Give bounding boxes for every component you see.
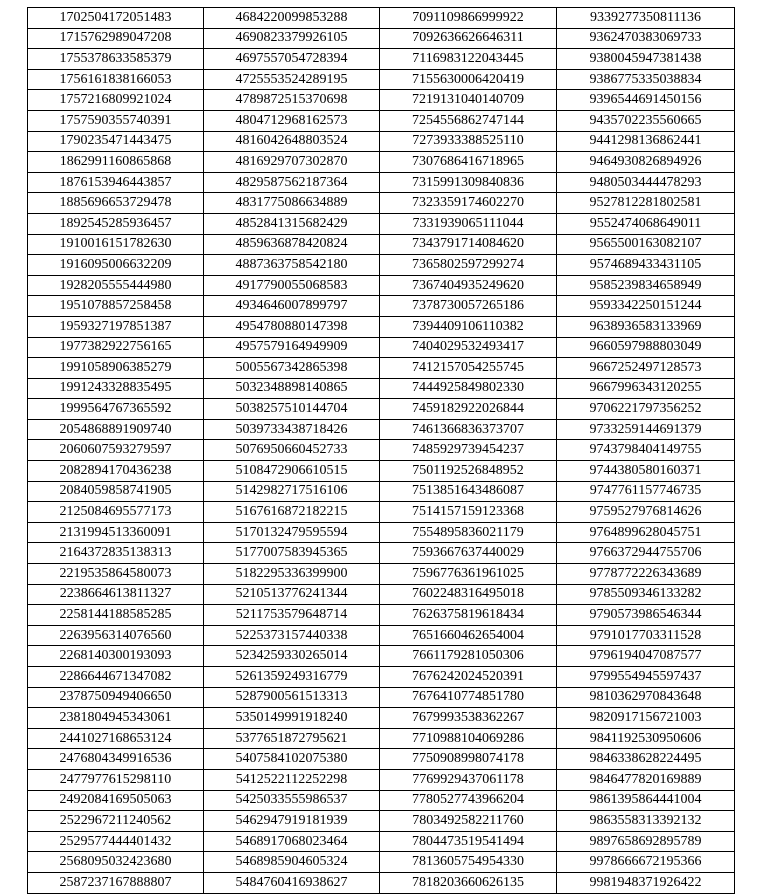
table-cell: 7315991309840836 — [380, 172, 557, 193]
table-cell: 2164372835138313 — [28, 543, 204, 564]
table-cell: 1951078857258458 — [28, 296, 204, 317]
table-cell: 7367404935249620 — [380, 275, 557, 296]
table-cell: 4697557054728394 — [204, 49, 380, 70]
table-cell: 7769929437061178 — [380, 769, 557, 790]
table-cell: 2441027168653124 — [28, 728, 204, 749]
table-cell: 2084059858741905 — [28, 481, 204, 502]
table-cell: 2219535864580073 — [28, 564, 204, 585]
table-cell: 9810362970843648 — [557, 687, 735, 708]
table-row — [28, 152, 735, 173]
table-cell: 9764899628045751 — [557, 522, 735, 543]
table-cell: 2286644671347082 — [28, 667, 204, 688]
table-cell: 5407584102075380 — [204, 749, 380, 770]
table-cell: 9574689433431105 — [557, 255, 735, 276]
table-cell: 5225373157440338 — [204, 625, 380, 646]
table-row — [28, 378, 735, 399]
table-cell: 9585239834658949 — [557, 275, 735, 296]
table-cell: 9863558313392132 — [557, 811, 735, 832]
table-row — [28, 131, 735, 152]
table-cell: 4859636878420824 — [204, 234, 380, 255]
table-cell: 9861395864441004 — [557, 790, 735, 811]
table-cell: 5425033555986537 — [204, 790, 380, 811]
table-cell: 4816929707302870 — [204, 152, 380, 173]
table-cell: 9791017703311528 — [557, 625, 735, 646]
table-cell: 9593342250151244 — [557, 296, 735, 317]
table-cell: 9552474068649011 — [557, 213, 735, 234]
table-cell: 5182295336399900 — [204, 564, 380, 585]
table-cell: 7750908998074178 — [380, 749, 557, 770]
table-cell: 4954780880147398 — [204, 316, 380, 337]
table-cell: 2054868891909740 — [28, 419, 204, 440]
table-cell: 4917790055068583 — [204, 275, 380, 296]
table-row — [28, 358, 735, 379]
table-row — [28, 708, 735, 729]
table-cell: 9706221797356252 — [557, 399, 735, 420]
table-cell: 5177007583945365 — [204, 543, 380, 564]
table-cell: 5108472906610515 — [204, 461, 380, 482]
table-cell: 5142982717516106 — [204, 481, 380, 502]
table-cell: 9846477820169889 — [557, 769, 735, 790]
table-row — [28, 399, 735, 420]
table-cell: 2476804349916536 — [28, 749, 204, 770]
table-cell: 1999564767365592 — [28, 399, 204, 420]
table-row — [28, 811, 735, 832]
table-row — [28, 769, 735, 790]
table-cell: 7679993538362267 — [380, 708, 557, 729]
table-cell: 9981948371926422 — [557, 872, 735, 893]
table-cell: 5462947919181939 — [204, 811, 380, 832]
table-cell: 9790573986546344 — [557, 605, 735, 626]
table-cell: 7710988104069286 — [380, 728, 557, 749]
table-row — [28, 419, 735, 440]
table-cell: 1757590355740391 — [28, 110, 204, 131]
table-row — [28, 852, 735, 873]
table-row — [28, 8, 735, 29]
table-cell: 2268140300193093 — [28, 646, 204, 667]
table-cell: 1885696653729478 — [28, 193, 204, 214]
table-row — [28, 872, 735, 893]
table-cell: 7803492582211760 — [380, 811, 557, 832]
table-row — [28, 687, 735, 708]
table-cell: 1862991160865868 — [28, 152, 204, 173]
table-cell: 9441298136862441 — [557, 131, 735, 152]
table-cell: 1790235471443475 — [28, 131, 204, 152]
table-cell: 2522967211240562 — [28, 811, 204, 832]
table-row — [28, 667, 735, 688]
table-cell: 4887363758542180 — [204, 255, 380, 276]
table-body — [28, 8, 735, 894]
table-cell: 2477977615298110 — [28, 769, 204, 790]
table-cell: 1977382922756165 — [28, 337, 204, 358]
table-cell: 9841192530950606 — [557, 728, 735, 749]
table-cell: 1757216809921024 — [28, 90, 204, 111]
table-cell: 5234259330265014 — [204, 646, 380, 667]
table-cell: 9796194047087577 — [557, 646, 735, 667]
table-cell: 4957579164949909 — [204, 337, 380, 358]
table-cell: 7676410774851780 — [380, 687, 557, 708]
table-cell: 7365802597299274 — [380, 255, 557, 276]
number-table — [27, 7, 735, 894]
table-cell: 7091109866999922 — [380, 8, 557, 29]
table-cell: 1876153946443857 — [28, 172, 204, 193]
table-cell: 1756161838166053 — [28, 69, 204, 90]
table-row — [28, 605, 735, 626]
table-cell: 9820917156721003 — [557, 708, 735, 729]
table-cell: 7343791714084620 — [380, 234, 557, 255]
table-cell: 9386775335038834 — [557, 69, 735, 90]
table-row — [28, 584, 735, 605]
table-row — [28, 90, 735, 111]
table-row — [28, 49, 735, 70]
table-cell: 7676242024520391 — [380, 667, 557, 688]
table-cell: 5170132479595594 — [204, 522, 380, 543]
table-cell: 4831775086634889 — [204, 193, 380, 214]
table-cell: 5038257510144704 — [204, 399, 380, 420]
table-cell: 7780527743966204 — [380, 790, 557, 811]
table-cell: 1991243328835495 — [28, 378, 204, 399]
table-cell: 1991058906385279 — [28, 358, 204, 379]
table-cell: 9733259144691379 — [557, 419, 735, 440]
table-cell: 9396544691450156 — [557, 90, 735, 111]
table-cell: 2492084169505063 — [28, 790, 204, 811]
table-cell: 7602248316495018 — [380, 584, 557, 605]
table-row — [28, 337, 735, 358]
table-cell: 2238664613811327 — [28, 584, 204, 605]
table-cell: 9480503444478293 — [557, 172, 735, 193]
table-cell: 9362470383069733 — [557, 28, 735, 49]
table-cell: 5039733438718426 — [204, 419, 380, 440]
table-cell: 7651660462654004 — [380, 625, 557, 646]
table-cell: 9380045947381438 — [557, 49, 735, 70]
table-cell: 9759527976814626 — [557, 502, 735, 523]
table-cell: 5261359249316779 — [204, 667, 380, 688]
table-cell: 7444925849802330 — [380, 378, 557, 399]
table-cell: 7626375819618434 — [380, 605, 557, 626]
table-cell: 4789872515370698 — [204, 90, 380, 111]
table-cell: 7818203660626135 — [380, 872, 557, 893]
table-row — [28, 543, 735, 564]
table-cell: 7116983122043445 — [380, 49, 557, 70]
table-cell: 5484760416938627 — [204, 872, 380, 893]
table-cell: 2587237167888807 — [28, 872, 204, 893]
table-cell: 7459182922026844 — [380, 399, 557, 420]
table-cell: 9846338628224495 — [557, 749, 735, 770]
table-cell: 2258144188585285 — [28, 605, 204, 626]
table-cell: 5350149991918240 — [204, 708, 380, 729]
table-cell: 4816042648803524 — [204, 131, 380, 152]
table-cell: 7412157054255745 — [380, 358, 557, 379]
table-cell: 9744380580160371 — [557, 461, 735, 482]
table-cell: 7378730057265186 — [380, 296, 557, 317]
table-cell: 1755378633585379 — [28, 49, 204, 70]
table-cell: 1928205555444980 — [28, 275, 204, 296]
table-cell: 7307686416718965 — [380, 152, 557, 173]
table-cell: 2529577444401432 — [28, 831, 204, 852]
table-cell: 7661179281050306 — [380, 646, 557, 667]
table-cell: 1959327197851387 — [28, 316, 204, 337]
table-cell: 5032348898140865 — [204, 378, 380, 399]
table-cell: 7813605754954330 — [380, 852, 557, 873]
table-row — [28, 564, 735, 585]
table-cell: 9565500163082107 — [557, 234, 735, 255]
table-row — [28, 481, 735, 502]
table-row — [28, 69, 735, 90]
table-cell: 7501192526848952 — [380, 461, 557, 482]
table-row — [28, 522, 735, 543]
table-cell: 2568095032423680 — [28, 852, 204, 873]
table-cell: 2378750949406650 — [28, 687, 204, 708]
table-row — [28, 461, 735, 482]
table-cell: 9527812281802581 — [557, 193, 735, 214]
table-row — [28, 234, 735, 255]
table-row — [28, 440, 735, 461]
table-row — [28, 316, 735, 337]
table-cell: 5167616872182215 — [204, 502, 380, 523]
table-row — [28, 749, 735, 770]
table-cell: 4829587562187364 — [204, 172, 380, 193]
table-row — [28, 255, 735, 276]
table-row — [28, 213, 735, 234]
table-cell: 7514157159123368 — [380, 502, 557, 523]
table-cell: 2131994513360091 — [28, 522, 204, 543]
table-cell: 7331939065111044 — [380, 213, 557, 234]
table-cell: 4690823379926105 — [204, 28, 380, 49]
table-cell: 7404029532493417 — [380, 337, 557, 358]
table-cell: 9435702235560665 — [557, 110, 735, 131]
table-row — [28, 296, 735, 317]
table-cell: 7273933388525110 — [380, 131, 557, 152]
table-cell: 9897658692895789 — [557, 831, 735, 852]
table-cell: 5005567342865398 — [204, 358, 380, 379]
table-cell: 7596776361961025 — [380, 564, 557, 585]
table-cell: 1916095006632209 — [28, 255, 204, 276]
table-cell: 2125084695577173 — [28, 502, 204, 523]
table-cell: 2082894170436238 — [28, 461, 204, 482]
table-cell: 9799554945597437 — [557, 667, 735, 688]
table-cell: 9638936583133969 — [557, 316, 735, 337]
table-cell: 5468917068023464 — [204, 831, 380, 852]
table-cell: 5211753579648714 — [204, 605, 380, 626]
table-cell: 1715762989047208 — [28, 28, 204, 49]
table-cell: 5377651872795621 — [204, 728, 380, 749]
table-cell: 9785509346133282 — [557, 584, 735, 605]
table-cell: 7394409106110382 — [380, 316, 557, 337]
table-cell: 2060607593279597 — [28, 440, 204, 461]
table-cell: 4804712968162573 — [204, 110, 380, 131]
table-cell: 7254556862747144 — [380, 110, 557, 131]
table-row — [28, 193, 735, 214]
table-cell: 7155630006420419 — [380, 69, 557, 90]
table-cell: 7513851643486087 — [380, 481, 557, 502]
table-cell: 7092636626646311 — [380, 28, 557, 49]
table-cell: 9766372944755706 — [557, 543, 735, 564]
table-cell: 1702504172051483 — [28, 8, 204, 29]
table-cell: 4934646007899797 — [204, 296, 380, 317]
table-cell: 7804473519541494 — [380, 831, 557, 852]
table-row — [28, 831, 735, 852]
table-row — [28, 790, 735, 811]
table-cell: 5412522112252298 — [204, 769, 380, 790]
table-cell: 2263956314076560 — [28, 625, 204, 646]
table-cell: 2381804945343061 — [28, 708, 204, 729]
table-row — [28, 502, 735, 523]
table-cell: 9464930826894926 — [557, 152, 735, 173]
table-cell: 5287900561513313 — [204, 687, 380, 708]
table-cell: 7461366836373707 — [380, 419, 557, 440]
table-cell: 9339277350811136 — [557, 8, 735, 29]
table-cell: 9778772226343689 — [557, 564, 735, 585]
table-cell: 9743798404149755 — [557, 440, 735, 461]
table-cell: 9660597988803049 — [557, 337, 735, 358]
table-row — [28, 625, 735, 646]
table-cell: 9667252497128573 — [557, 358, 735, 379]
table-cell: 9667996343120255 — [557, 378, 735, 399]
table-row — [28, 728, 735, 749]
table-cell: 5210513776241344 — [204, 584, 380, 605]
table-cell: 1910016151782630 — [28, 234, 204, 255]
table-cell: 7485929739454237 — [380, 440, 557, 461]
table-row — [28, 646, 735, 667]
table-row — [28, 28, 735, 49]
table-cell: 9747761157746735 — [557, 481, 735, 502]
table-row — [28, 275, 735, 296]
table-cell: 1892545285936457 — [28, 213, 204, 234]
table-row — [28, 110, 735, 131]
table-cell: 7219131040140709 — [380, 90, 557, 111]
table-cell: 4684220099853288 — [204, 8, 380, 29]
table-cell: 4852841315682429 — [204, 213, 380, 234]
table-cell: 5076950660452733 — [204, 440, 380, 461]
table-cell: 7593667637440029 — [380, 543, 557, 564]
table-cell: 4725553524289195 — [204, 69, 380, 90]
table-cell: 9978666672195366 — [557, 852, 735, 873]
table-cell: 5468985904605324 — [204, 852, 380, 873]
table-cell: 7554895836021179 — [380, 522, 557, 543]
table-row — [28, 172, 735, 193]
table-cell: 7323359174602270 — [380, 193, 557, 214]
